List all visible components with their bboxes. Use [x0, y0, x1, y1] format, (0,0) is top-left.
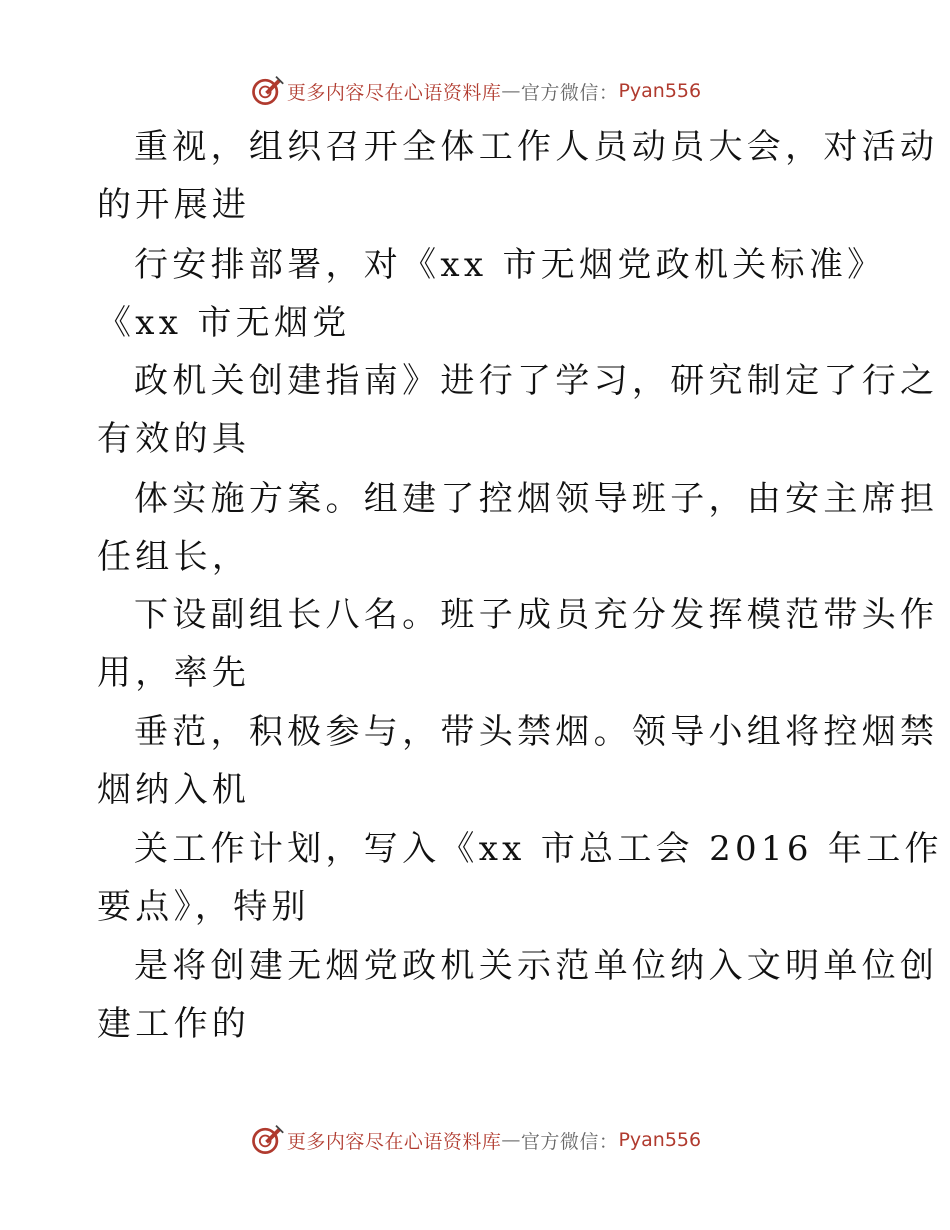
text-line: 《xx 市无烟党 — [97, 303, 351, 343]
text-line: 重视，组织召开全体工作人员动员大会，对活动 — [134, 127, 939, 167]
text-line: 关工作计划，写入《xx 市总工会 2016 年工作 — [134, 829, 943, 869]
watermark-site-text: 更多内容尽在心语资料库 — [286, 1130, 502, 1153]
footer-watermark — [0, 1120, 950, 1160]
text-line: 要点》，特别 — [97, 887, 310, 927]
watermark-account: Pyan556 — [618, 80, 702, 102]
text-line: 体实施方案。组建了控烟领导班子，由安主席担 — [134, 479, 939, 519]
text-line: 用，率先 — [97, 653, 251, 693]
text-line: 政机关创建指南》进行了学习，研究制定了行之 — [134, 361, 939, 401]
watermark-separator: — — [501, 80, 521, 102]
pen-logo-icon — [249, 73, 285, 109]
watermark-label: 官方微信： — [520, 81, 619, 104]
text-line: 的开展进 — [97, 185, 251, 225]
watermark-separator: — — [501, 1129, 521, 1151]
pen-logo-icon — [249, 1122, 285, 1158]
text-line: 有效的具 — [97, 419, 251, 459]
text-line: 是将创建无烟党政机关示范单位纳入文明单位创 — [134, 946, 939, 986]
text-line: 建工作的 — [97, 1004, 251, 1044]
header-watermark — [0, 71, 950, 111]
text-line: 行安排部署，对《xx 市无烟党政机关标准》 — [134, 245, 886, 285]
watermark-account: Pyan556 — [618, 1129, 702, 1151]
text-line: 任组长， — [97, 537, 251, 577]
watermark-label: 官方微信： — [520, 1130, 619, 1153]
watermark-site-text: 更多内容尽在心语资料库 — [286, 81, 502, 104]
text-line: 下设副组长八名。班子成员充分发挥模范带头作 — [134, 595, 939, 635]
text-line: 垂范，积极参与，带头禁烟。领导小组将控烟禁 — [134, 712, 939, 752]
text-line: 烟纳入机 — [97, 770, 251, 810]
